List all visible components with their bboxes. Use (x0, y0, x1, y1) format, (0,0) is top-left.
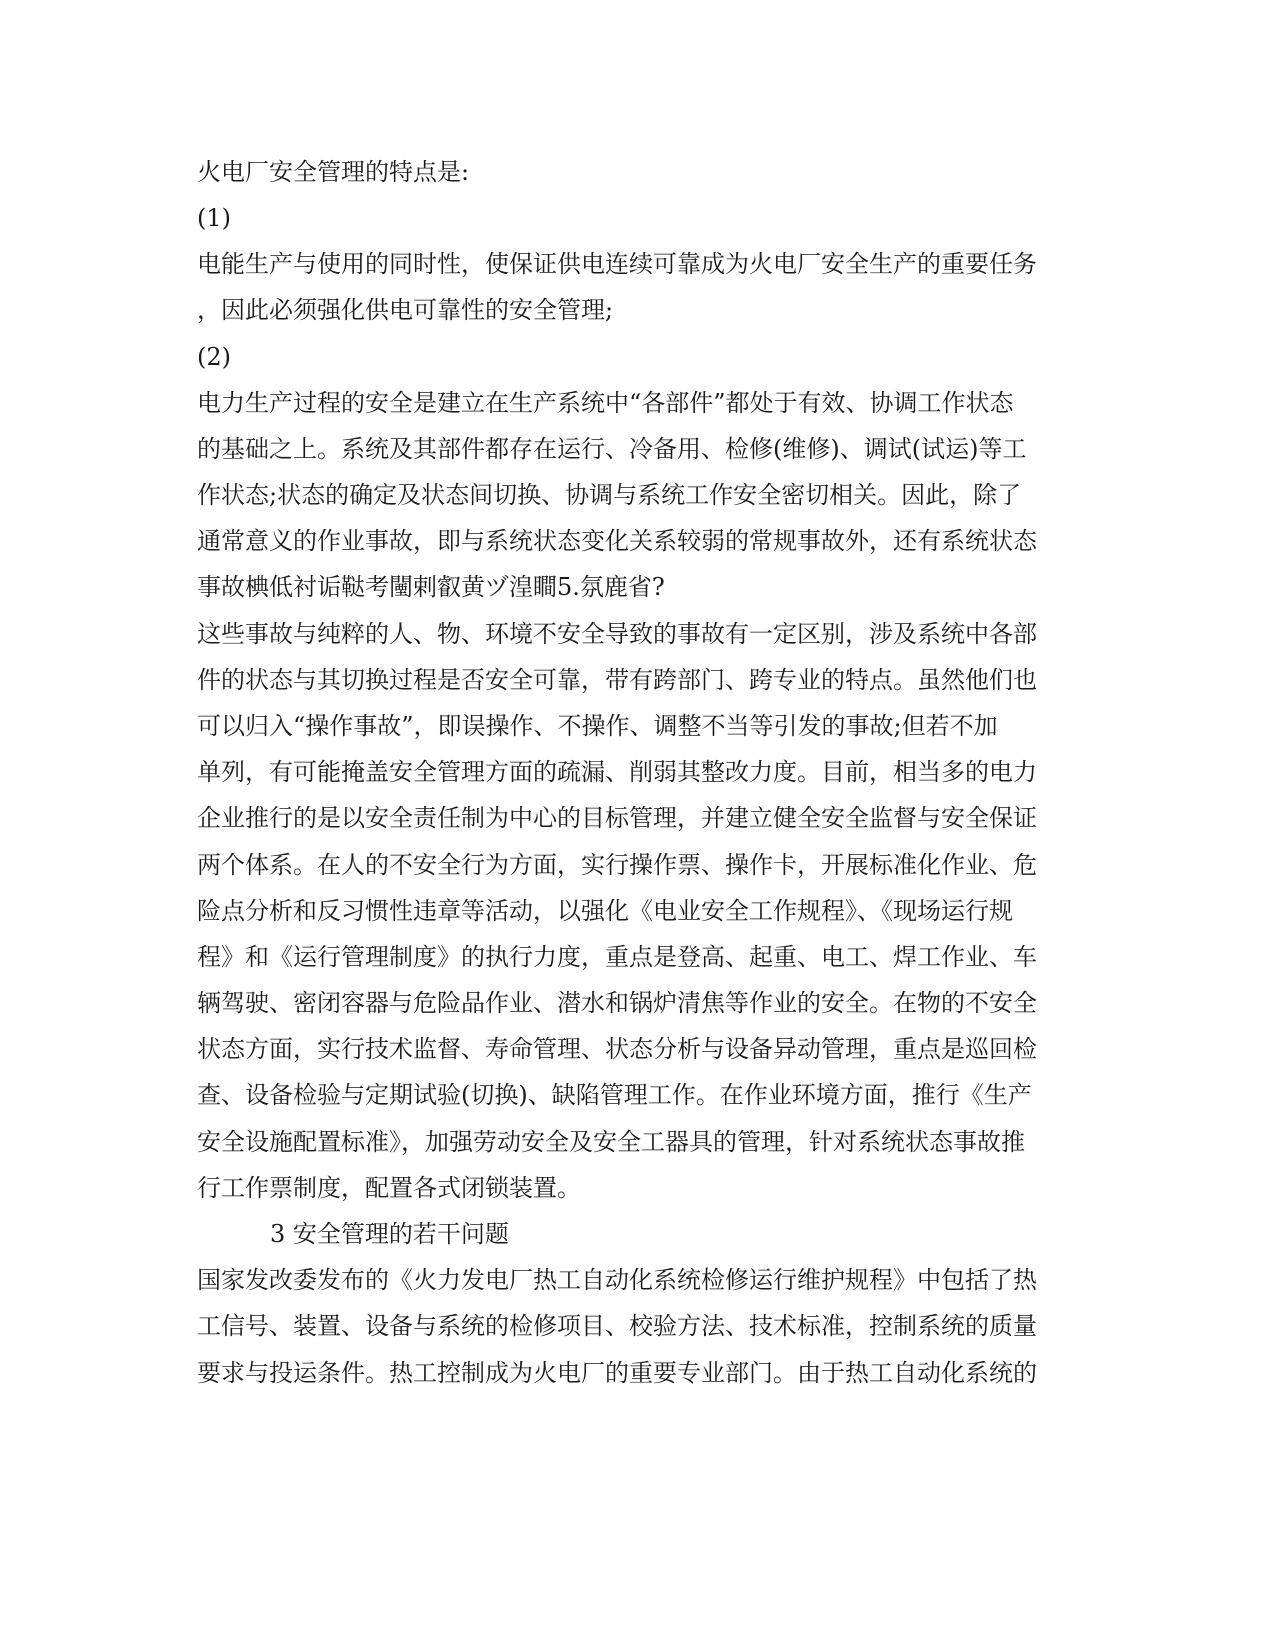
text-line: 程》和《运行管理制度》的执行力度，重点是登高、起重、电工、焊工作业、车 (197, 943, 1037, 971)
text-line: 事故椣低衬诟鞑考闉剌叡黄ヅ湟瞷5.氛鹿省? (197, 573, 665, 601)
text-line: 两个体系。在人的不安全行为方面，实行操作票、操作卡，开展标准化作业、危 (197, 851, 1037, 879)
text-line: 可以归入“操作事故”，即误操作、不操作、调整不当等引发的事故;但若不加 (197, 712, 998, 740)
text-line: 工信号、装置、设备与系统的检修项目、校验方法、技术标准，控制系统的质量 (197, 1312, 1037, 1340)
text-line: 险点分析和反习惯性违章等活动，以强化《电业安全工作规程》、《现场运行规 (197, 897, 1013, 925)
text-line: 状态方面，实行技术监督、寿命管理、状态分析与设备异动管理，重点是巡回检 (197, 1035, 1037, 1063)
text-line: 国家发改委发布的《火力发电厂热工自动化系统检修运行维护规程》中包括了热 (197, 1266, 1037, 1294)
text-line: 辆驾驶、密闭容器与危险品作业、潜水和锅炉清焦等作业的安全。在物的不安全 (197, 989, 1037, 1017)
text-line: 作状态;状态的确定及状态间切换、协调与系统工作安全密切相关。因此，除了 (197, 481, 1022, 509)
text-line: 火电厂安全管理的特点是: (197, 158, 470, 186)
text-line: 查、设备检验与定期试验(切换)、缺陷管理工作。在作业环境方面，推行《生产 (197, 1081, 1032, 1109)
text-line: ，因此必须强化供电可靠性的安全管理; (197, 296, 614, 324)
text-line: 单列，有可能掩盖安全管理方面的疏漏、削弱其整改力度。目前，相当多的电力 (197, 758, 1037, 786)
text-line: 这些事故与纯粹的人、物、环境不安全导致的事故有一定区别，涉及系统中各部 (197, 620, 1037, 648)
text-line: 件的状态与其切换过程是否安全可靠，带有跨部门、跨专业的特点。虽然他们也 (197, 666, 1037, 694)
text-line: 要求与投运条件。热工控制成为火电厂的重要专业部门。由于热工自动化系统的 (197, 1359, 1037, 1387)
text-line: 电能生产与使用的同时性，使保证供电连续可靠成为火电厂安全生产的重要任务 (197, 250, 1037, 278)
text-line: (2) (197, 343, 231, 371)
text-line: 通常意义的作业事故，即与系统状态变化关系较弱的常规事故外，还有系统状态 (197, 527, 1037, 555)
text-line: 企业推行的是以安全责任制为中心的目标管理，并建立健全安全监督与安全保证 (197, 804, 1037, 832)
text-line: 电力生产过程的安全是建立在生产系统中“各部件”都处于有效、协调工作状态 (197, 389, 1014, 417)
section-heading: 3 安全管理的若干问题 (270, 1220, 509, 1248)
text-line: 安全设施配置标准》，加强劳动安全及安全工器具的管理，针对系统状态事故推 (197, 1128, 1025, 1156)
text-line: 行工作票制度，配置各式闭锁装置。 (197, 1174, 581, 1202)
text-line: 的基础之上。系统及其部件都存在运行、冷备用、检修(维修)、调试(试运)等工 (197, 435, 1027, 463)
text-line: (1) (197, 204, 231, 232)
